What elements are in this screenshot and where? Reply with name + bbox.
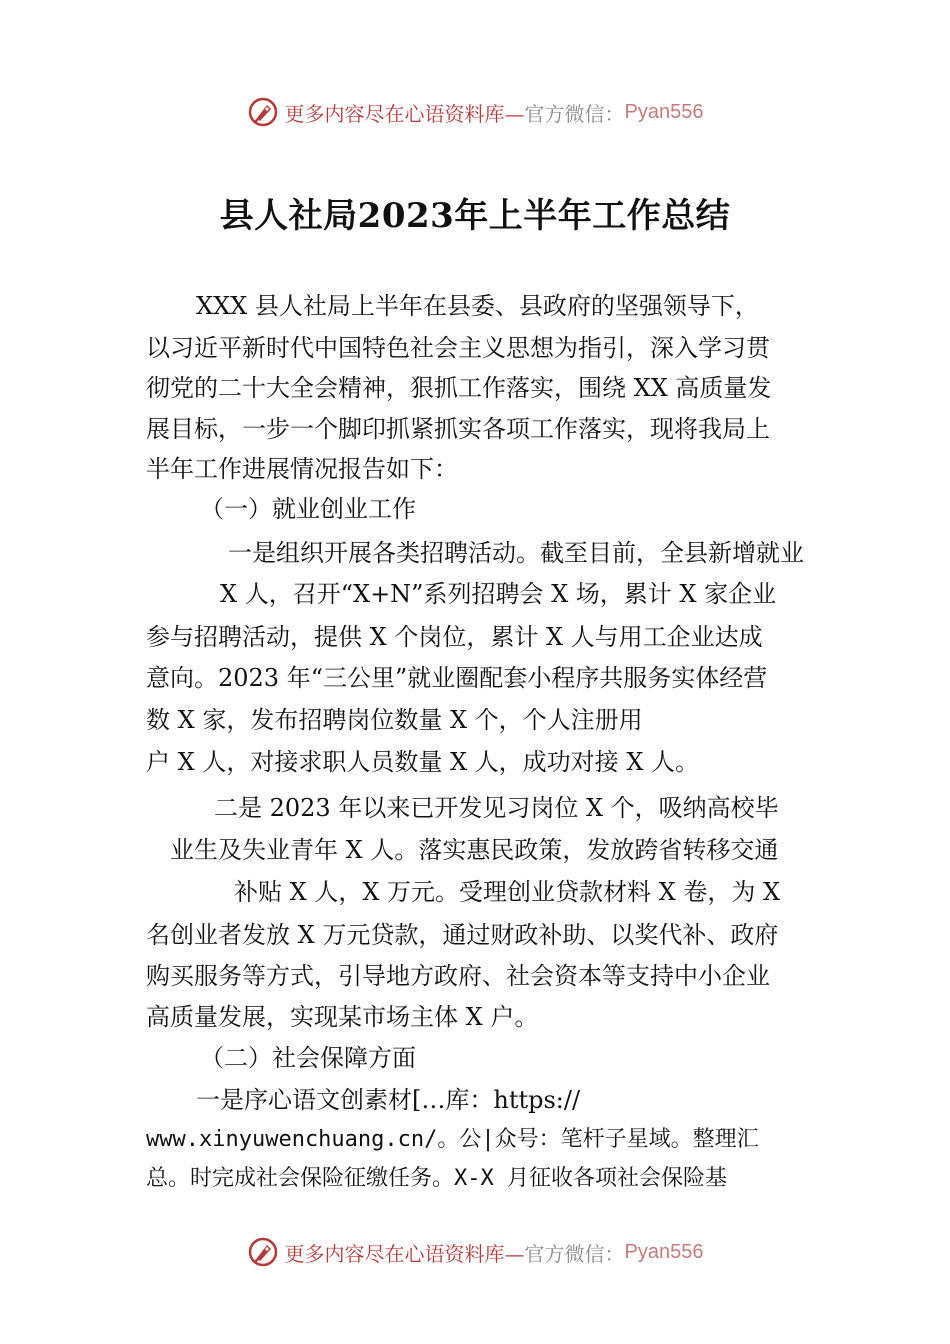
paragraph-line: 高质量发展，实现某市场主体 X 户。	[146, 1003, 539, 1031]
paragraph-line: 购买服务等方式，引导地方政府、社会资本等支持中小企业	[146, 962, 770, 990]
paragraph-line: 以习近平新时代中国特色社会主义思想为指引，深入学习贯	[146, 334, 770, 362]
banner-wechat-id: Pyan556	[624, 100, 704, 123]
banner-brand-text: 更多内容尽在心语资料库—	[284, 101, 525, 126]
banner-wechat-label: 官方微信：	[524, 101, 625, 126]
banner-wechat-id: Pyan556	[624, 1240, 704, 1263]
footer-banner	[0, 1236, 950, 1268]
pen-nib-logo-icon	[247, 96, 279, 128]
paragraph-line: 彻党的二十大全会精神，狠抓工作落实，围绕 XX 高质量发	[146, 374, 772, 402]
section-heading: （一）就业创业工作	[200, 495, 416, 523]
header-banner	[0, 96, 950, 128]
paragraph-line: 补贴 X 人，X 万元。受理创业贷款材料 X 卷，为 X	[234, 878, 781, 906]
paragraph-line: 业生及失业青年 X 人。落实惠民政策，发放跨省转移交通	[170, 836, 779, 864]
paragraph-line: 数 X 家，发布招聘岗位数量 X 个，个人注册用	[146, 706, 643, 734]
paragraph-line: 户 X 人，对接求职人员数量 X 人，成功对接 X 人。	[146, 748, 700, 776]
paragraph-line: X 人，召开“X+N”系列招聘会 X 场，累计 X 家企业	[220, 580, 777, 608]
document-title: 县人社局2023年上半年工作总结	[219, 196, 731, 236]
paragraph-line: 总。时完成社会保险征缴任务。X-X 月征收各项社会保险基	[146, 1166, 727, 1191]
paragraph-line: 参与招聘活动，提供 X 个岗位，累计 X 人与用工企业达成	[146, 623, 763, 651]
section-heading: （二）社会保障方面	[200, 1044, 416, 1072]
paragraph-line: 名创业者发放 X 万元贷款，通过财政补助、以奖代补、政府	[146, 921, 779, 949]
paragraph-line: 展目标，一步一个脚印抓紧抓实各项工作落实，现将我局上	[146, 415, 770, 443]
paragraph-line: XXX 县人社局上半年在县委、县政府的坚强领导下，	[196, 292, 759, 320]
pen-nib-logo-icon	[247, 1236, 279, 1268]
paragraph-line: www.xinyuwenchuang.cn/。公|众号：笔杆子星域。整理汇	[146, 1127, 759, 1152]
paragraph-line: 半年工作进展情况报告如下：	[146, 455, 458, 483]
paragraph-line: 二是 2023 年以来已开发见习岗位 X 个，吸纳高校毕	[214, 794, 779, 822]
paragraph-line: 一是序心语文创素材[…库：https://	[196, 1086, 581, 1114]
paragraph-line: 意向。2023 年“三公里”就业圈配套小程序共服务实体经营	[146, 664, 768, 692]
banner-brand-text: 更多内容尽在心语资料库—	[284, 1241, 525, 1266]
banner-wechat-label: 官方微信：	[524, 1241, 625, 1266]
paragraph-line: 一是组织开展各类招聘活动。截至目前，全县新增就业	[228, 539, 804, 567]
